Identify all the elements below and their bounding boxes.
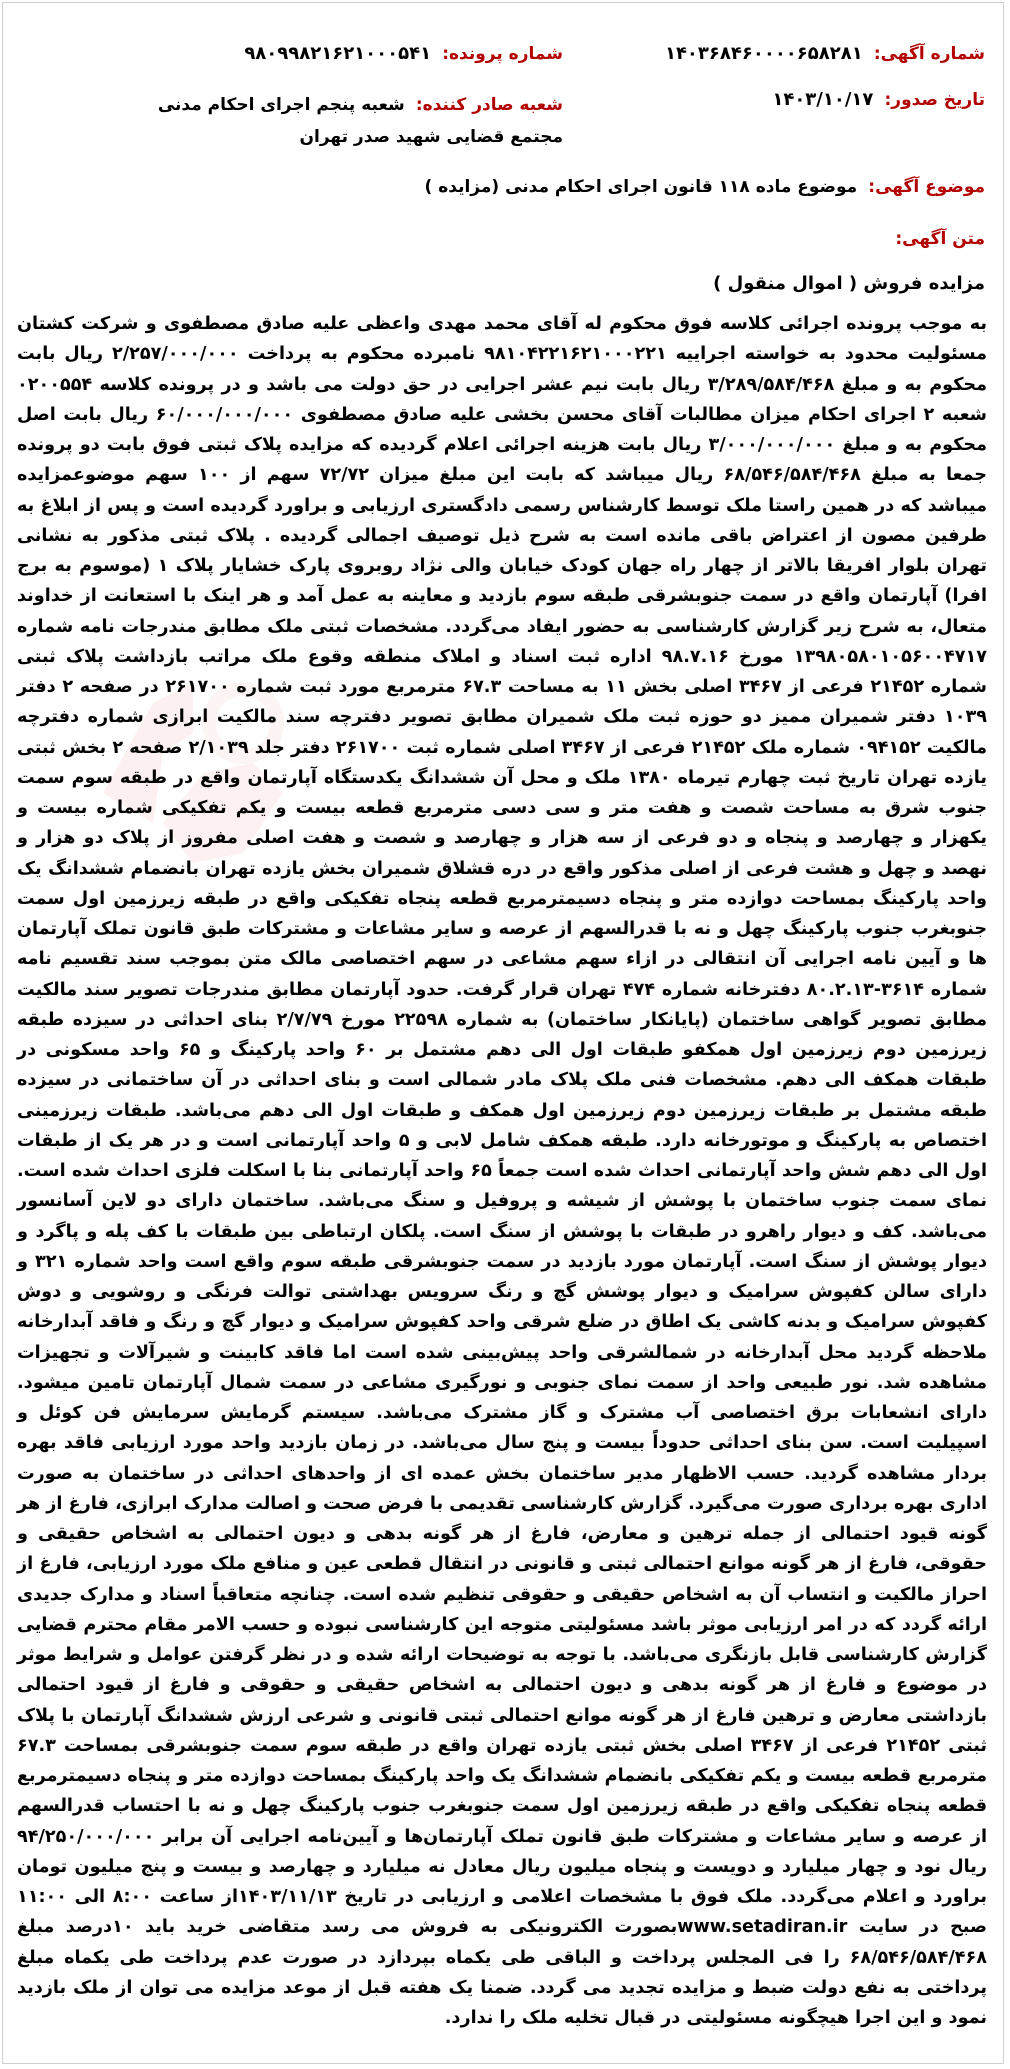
issue-date-value: ۱۴۰۳/۱۰/۱۷ [772,89,874,110]
issuing-branch [103,89,563,153]
case-number-value: ۹۸۰۹۹۸۲۱۶۲۱۰۰۰۵۴۱ [244,43,432,64]
announcement-number-value: ۱۴۰۳۶۸۴۶۰۰۰۰۶۵۸۲۸۱ [664,43,863,64]
announcement-subject [425,177,985,197]
announcement-body: به موجب پرونده اجرائی کلاسه فوق محکوم له آقای محمد مهدی واعظی علیه صادق مصطفوی و شرکت کشتان مسئولیت محدود به خواسته اجراییه ۹۸۱۰۴۲۲۱۶۲۱۰۰۰۲۲۱ نامبرده محکوم به پرداخت ۲/۲۵۷/۰۰۰/۰۰۰ ریال بابت محکوم به و مبلغ ۳/۲۸۹/۵۸۴/۴۶۸ ریال بابت نیم عشر اجرایی در حق دولت می باشد و در پرونده کلاسه ۰۲۰۰۵۵۴ شعبه ۲ اجرای احکام میزان مطالبات آقای محسن بخشی علیه صادق مصطفوی ۶۰/۰۰۰/۰۰۰/۰۰۰ ریال بابت اصل محکوم به و مبلغ ۳/۰۰۰/۰۰۰/۰۰۰ ریال بابت هزینه اجرائی اعلام گردیده که مزایده پلاک ثبتی فوق بابت دو پرونده جمعا به مبلغ ۶۸/۵۴۶/۵۸۴/۴۶۸ ریال میباشد که بابت این مبلغ میزان ۷۲/۷۲ سهم از ۱۰۰ سهم موضوعمزایده میباشد که در همین راستا ملک توسط کارشناس رسمی دادگستری ارزیابی و براورد گردیده است و پس از ابلاغ به طرفین مصون از اعتراض باقی مانده است به شرح ذیل توصیف اجمالی گردیده . پلاک ثبتی مذکور به نشانی تهران بلوار افریقا بالاتر از چهار راه جهان کودک خیابان والی نژاد روبروی پارک خشایار پلاک ۱ (موسوم به برج افرا) آپارتمان واقع در سمت جنوبشرقی طبقه سوم بازدید و معاینه به عمل آمد و هر اینک با استعانت از خداوند متعال، به شرح زیر گزارش کارشناسی به حضور ایفاد می‌گردد. مشخصات ثبتی ملک مطابق مندرجات نامه شماره ۱۳۹۸۰۵۸۰۱۰۵۶۰۰۴۷۱۷ مورخ ۹۸.۷.۱۶ اداره ثبت اسناد و املاک منطقه وقوع ملک مراتب بازداشت پلاک ثبتی شماره ۲۱۴۵۲ فرعی از ۳۴۶۷ اصلی بخش ۱۱ به مساحت ۶۷.۳ مترمربع مورد ثبت شماره ۲۶۱۷۰۰ در صفحه ۲ دفتر ۱۰۳۹ دفتر شمیران ممیز دو حوزه ثبت ملک شمیران مطابق تصویر دفترچه سند مالکیت ابرازی شماره دفترچه مالکیت ۰۹۴۱۵۲ شماره ملک ۲۱۴۵۲ فرعی از ۳۴۶۷ اصلی شماره ثبت ۲۶۱۷۰۰ دفتر جلد ۲/۱۰۳۹ صفحه ۲ بخش ثبتی یازده تهران تاریخ ثبت چهارم تیرماه ۱۳۸۰ ملک و محل آن ششدانگ یکدستگاه آپارتمان واقع در طبقه سوم سمت جنوب شرق به مساحت شصت و هفت متر و سی دسی مترمربع قطعه بیست و یکم تفکیکی شماره بیست و یکهزار و چهارصد و پنجاه و دو فرعی از سه هزار و چهارصد و شصت و هفت اصلی مفروز از پلاک دو هزار و نهصد و چهل و هشت فرعی از اصلی مذکور واقع در دره قشلاق شمیران بخش یازده تهران بانضمام ششدانگ یک واحد پارکینگ بمساحت دوازده متر و پنجاه دسیمترمربع قطعه پنجاه تفکیکی واقع در طبقه زیرزمین اول سمت جنوبغرب جنوب پارکینگ چهل و نه با قدرالسهم از عرصه و سایر مشاعات و مشترکات طبق قانون تملک آپارتمان ها و آیین نامه اجرایی آن انتقالی در ازاء سهم مشاعی در سهم اختصاصی مالک متن بموجب سند تقسیم نامه شماره ۳۶۱۴-۸۰.۲.۱۳ دفترخانه شماره ۴۷۴ تهران قرار گرفت. حدود آپارتمان مطابق مندرجات تصویر سند مالکیت مطابق تصویر گواهی ساختمان (پایانکار ساختمان) به شماره ۲۲۵۹۸ مورخ ۲/۷/۷۹ بنای احداثی در سیزده طبقه زیرزمین دوم زیرزمین اول همکفو طبقات اول الی دهم مشتمل بر ۶۰ واحد پارکینگ و ۶۵ واحد مسکونی در طبقات همکف الی دهم. مشخصات فنی ملک پلاک مادر شمالی است و بنای احداثی در آن ساختمانی در سیزده طبقه مشتمل بر طبقات زیرزمین دوم زیرزمین اول همکف و طبقات اول الی دهم می‌باشد. طبقات زیرزمینی اختصاص به پارکینگ و موتورخانه دارد. طبقه همکف شامل لابی و ۵ واحد آپارتمانی است و در هر یک از طبقات اول الی دهم شش واحد آپارتمانی احداث شده است جمعاً ۶۵ واحد آپارتمانی بنا با اسکلت فلزی احداث شده است. نمای سمت جنوب ساختمان با پوشش از شیشه و پروفیل و سنگ می‌باشد. ساختمان دارای دو لاین آسانسور می‌باشد. کف و دیوار راهرو در طبقات با پوشش از سنگ است. پلکان ارتباطی بین طبقات با کف پله و پاگرد و دیوار پوشش از سنگ است. آپارتمان مورد بازدید در سمت جنوبشرقی طبقه سوم واقع است واحد شماره ۳۲۱ و دارای سالن کفپوش سرامیک و دیوار پوشش گچ و رنگ سرویس بهداشتی توالت فرنگی و روشویی و دوش کفپوش سرامیک و بدنه کاشی یک اطاق در ضلع شرقی واحد کفپوش سرامیک و دیوار گچ و رنگ و فاقد آبدارخانه ملاحظه گردید محل آبدارخانه در شمالشرقی واحد پیش‌بینی شده است اما فاقد کابینت و شیرآلات و تجهیزات مشاهده شد. نور طبیعی واحد از سمت نمای جنوبی و نورگیری مشاعی در سمت شمال آپارتمان تامین میشود. دارای انشعابات برق اختصاصی آب مشترک و گاز مشترک می‌باشد. سیستم گرمایش سرمایش فن کوئل و اسپیلیت است. سن بنای احداثی حدوداً بیست و پنج سال می‌باشد. در زمان بازدید واحد مورد ارزیابی فاقد بهره بردار مشاهده گردید. حسب الاظهار مدیر ساختمان بخش عمده ای از واحدهای احداثی در ساختمان به صورت اداری بهره برداری صورت می‌گیرد. گزارش کارشناسی تقدیمی با فرض صحت و اصالت مدارک ابرازی، فارغ از هر گونه قیود احتمالی از جمله ترهین و معارض، فارغ از هر گونه بدهی و دیون احتمالی به اشخاص حقیقی و حقوقی، فارغ از هر گونه موانع احتمالی ثبتی و قانونی در انتقال قطعی عین و منافع ملک مورد ارزیابی، فارغ از احراز مالکیت و انتساب آن به اشخاص حقیقی و حقوقی تنظیم شده است. چنانچه متعاقباً اسناد و مدارک جدیدی ارائه گردد که در امر ارزیابی موثر باشد مسئولیتی متوجه این کارشناسی نبوده و حسب الامر مقام محترم قضایی گزارش کارشناسی قابل بازنگری می‌باشد. با توجه به توضیحات ارائه شده و در نظر گرفتن عوامل و شرایط موثر در موضوع و فارغ از هر گونه بدهی و دیون احتمالی به اشخاص حقیقی و حقوقی و فارغ از قیود احتمالی بازداشتی معارض و ترهین فارغ از هر گونه موانع احتمالی ثبتی قانونی و شرعی ارزش ششدانگ آپارتمان با پلاک ثبتی ۲۱۴۵۲ فرعی از ۳۴۶۷ اصلی بخش ثبتی یازده تهران واقع در طبقه سوم سمت جنوبشرقی بمساحت ۶۷.۳ مترمربع قطعه بیست و یکم تفکیکی بانضمام ششدانگ یک واحد پارکینگ بمساحت دوازده متر و پنجاه دسیمترمربع قطعه پنجاه تفکیکی واقع در طبقه زیرزمین اول سمت جنوبغرب جنوب پارکینگ چهل و نه با احتساب قدرالسهم از عرصه و سایر مشاعات و مشترکات طبق قانون تملک آپارتمان‌ها و آیین‌نامه اجرایی آن برابر ۹۴/۲۵۰/۰۰۰/۰۰۰ ریال نود و چهار میلیارد و دویست و پنجاه میلیون ریال معادل نه میلیارد و چهارصد و بیست و پنج میلیون تومان براورد و اعلام می‌گردد. ملک فوق با مشخصات اعلامی و ارزیابی در تاریخ ۱۴۰۳/۱۱/۱۳از ساعت ۸:۰۰ الی ۱۱:۰۰ صبح در سایت www.setadiran.irبصورت الکترونیکی به فروش می رسد متقاضی خرید باید ۱۰درصد مبلغ ۶۸/۵۴۶/۵۸۴/۴۶۸ را فی المجلس پرداخت و الباقی طی یکماه بپردازد در صورت عدم پرداخت طی یکماه مبلغ پرداختی به نفع دولت ضبط و مزایده تجدید می گردد. ضمنا یک هفته قبل از موعد مزایده می توان از ملک بازدید نمود و این اجرا هیچگونه مسئولیتی در قبال تخلیه ملک را ندارد. [17,314,988,2028]
announcement-number [665,43,985,64]
issue-date-label: تاریخ صدور: [884,90,985,110]
issue-date [772,89,985,110]
body-label-row [895,229,985,249]
announcement-number-label: شماره آگهی: [873,44,985,64]
body-label: متن آگهی: [895,229,985,249]
sale-title: مزایده فروش ( اموال منقول ) [713,273,985,294]
issuing-branch-label: شعبه صادر کننده: [415,95,563,115]
issuing-branch-value: شعبه پنجم اجرای احکام مدنی مجتمع قضایی شهید صدر تهران [157,95,563,147]
case-number-label: شماره پرونده: [442,44,563,64]
case-number [244,43,563,64]
announcement-frame [2,2,1004,2064]
subject-label: موضوع آگهی: [868,177,985,197]
subject-value: موضوع ماده ۱۱۸ قانون اجرای احکام مدنی (مزایده ) [424,177,858,197]
